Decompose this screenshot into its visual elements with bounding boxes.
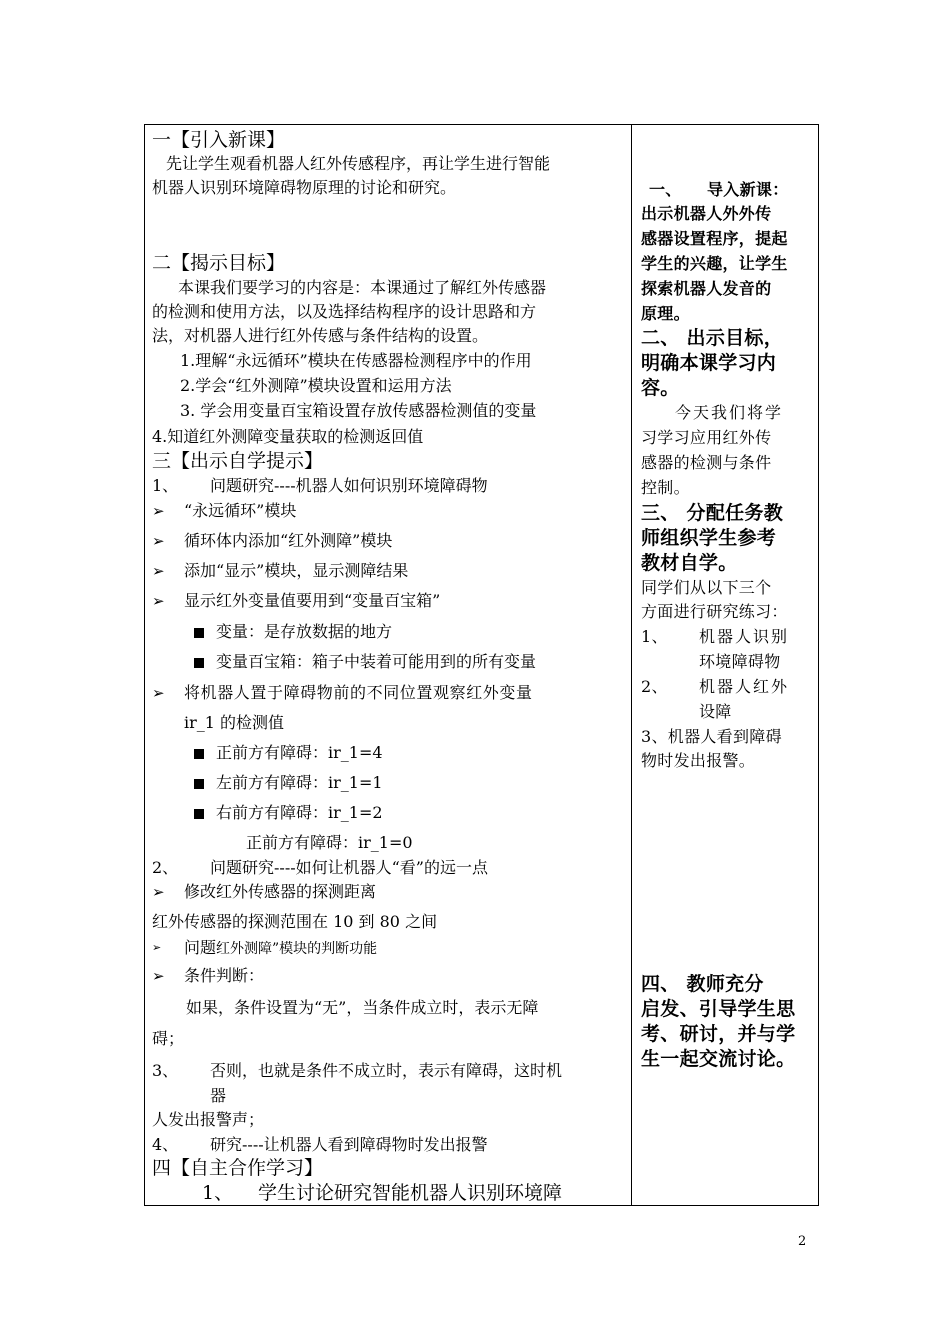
note-4-heading: 生一起交流讨论。 [641, 1048, 796, 1070]
square-bullet-text: 变量：是存放数据的地方 [216, 622, 393, 641]
teaching-content-column [152, 125, 628, 1205]
square-bullet-text: 右前方有障碍：ir_1=2 [216, 803, 383, 822]
arrow-bullet-icon: ➢ [152, 684, 165, 702]
note-3-line: 同学们从以下三个 [641, 578, 772, 597]
note-3-item-text: 机器人识别 [699, 627, 790, 646]
arrow-bullet-icon: ➢ [152, 562, 165, 580]
note-3-heading: 教材自学。 [641, 552, 738, 574]
note-4-heading: 四、 教师充分 [641, 973, 764, 995]
section-4-text: 学生讨论研究智能机器人识别环境障 [258, 1182, 563, 1204]
teacher-notes-column [641, 125, 813, 1205]
bullet-text: 显示红外变量值要用到“变量百宝箱” [184, 591, 441, 610]
square-bullet-item [194, 621, 392, 643]
note-1-number: 一、 [649, 180, 682, 199]
note-1-line: 探索机器人发音的 [641, 279, 772, 298]
bullet-text: 循环体内添加“红外测障”模块 [184, 531, 393, 550]
section-1-text-line: 先让学生观看机器人红外传感程序，再让学生进行智能 [166, 154, 551, 173]
note-3-item-text: 物时发出报警。 [641, 751, 756, 770]
section-2-text-line: 的检测和使用方法，以及选择结构程序的设计思路和方 [152, 302, 537, 321]
condition-text-line: 如果，条件设置为“无”，当条件成立时，表示无障 [186, 998, 539, 1017]
question-text: 研究----让机器人看到障碍物时发出报警 [210, 1135, 488, 1154]
range-text: 红外传感器的探测范围在 10 到 80 之间 [152, 912, 438, 931]
note-3-item-text: 机器人红外 [699, 677, 790, 696]
bullet-text: 条件判断： [184, 966, 265, 985]
question-number: 3、 [152, 1061, 179, 1080]
note-1-line: 感器设置程序，提起 [641, 229, 788, 248]
square-bullet-text: 正前方有障碍：ir_1=4 [216, 743, 383, 762]
goal-item: 4.知道红外测障变量获取的检测返回值 [152, 427, 424, 446]
note-3-line: 方面进行研究练习： [641, 602, 788, 621]
plain-value-line: 正前方有障碍：ir_1=0 [246, 833, 413, 852]
note-3-item-number: 1、 [641, 627, 668, 646]
note-1-line: 学生的兴趣，让学生 [641, 254, 788, 273]
arrow-bullet-icon: ➢ [152, 941, 162, 954]
square-bullet-icon [194, 779, 204, 789]
section-3-title: 三【出示自学提示】 [152, 450, 324, 472]
bullet-text: 添加“显示”模块，显示测障结果 [184, 561, 409, 580]
bullet-text: “永远循环”模块 [184, 501, 297, 520]
section-2-text-line: 法，对机器人进行红外传感与条件结构的设置。 [152, 326, 489, 345]
note-4-heading: 考、研讨，并与学 [641, 1023, 796, 1045]
section-4-number: 1、 [202, 1182, 234, 1204]
goal-item: 2.学会“红外测障”模块设置和运用方法 [180, 376, 452, 395]
square-bullet-item [194, 802, 383, 824]
square-bullet-icon [194, 809, 204, 819]
condition-text-line: 碍； [152, 1029, 185, 1048]
note-2-heading: 二、 出示目标， [641, 327, 784, 349]
question-text: 问题研究----机器人如何识别环境障碍物 [210, 476, 488, 495]
square-bullet-item [194, 772, 383, 794]
note-2-line: 今天我们将学 [675, 403, 784, 422]
bullet-text-continued: ir_1 的检测值 [184, 713, 285, 732]
note-3-item-text: 3、机器人看到障碍 [641, 727, 782, 746]
square-bullet-item [194, 742, 383, 764]
note-3-item-number: 2、 [641, 677, 668, 696]
question-text: 人发出报警声； [152, 1110, 265, 1129]
goal-item: 3. 学会用变量百宝箱设置存放传感器检测值的变量 [180, 401, 537, 420]
page-number: 2 [798, 1234, 807, 1249]
question-number: 2、 [152, 858, 179, 877]
note-2-line: 控制。 [641, 478, 690, 497]
question-number: 4、 [152, 1135, 179, 1154]
lesson-plan-table [144, 124, 819, 1206]
square-bullet-text: 左前方有障碍：ir_1=1 [216, 773, 383, 792]
section-2-text-line: 本课我们要学习的内容是：本课通过了解红外传感器 [178, 278, 547, 297]
note-3-item-text: 设障 [699, 702, 732, 721]
note-3-heading: 三、 分配任务教 [641, 502, 784, 524]
square-bullet-icon [194, 658, 204, 668]
note-1-line: 出示机器人外外传 [641, 204, 772, 223]
arrow-bullet-icon: ➢ [152, 967, 165, 985]
note-1-line: 原理。 [641, 304, 690, 323]
section-4-title: 四【自主合作学习】 [152, 1157, 324, 1179]
note-2-heading: 容。 [641, 377, 680, 399]
question-text: 问题研究----如何让机器人“看”的远一点 [210, 858, 488, 877]
bullet-text: 修改红外传感器的探测距离 [184, 882, 377, 901]
note-2-line: 习学习应用红外传 [641, 428, 772, 447]
section-1-text-line: 机器人识别环境障碍物原理的讨论和研究。 [152, 178, 457, 197]
square-bullet-icon [194, 628, 204, 638]
square-bullet-text: 变量百宝箱：箱子中装着可能用到的所有变量 [216, 652, 537, 671]
note-4-heading: 启发、引导学生思 [641, 998, 796, 1020]
section-1-title: 一【引入新课】 [152, 129, 286, 151]
square-bullet-icon [194, 749, 204, 759]
arrow-bullet-icon: ➢ [152, 883, 165, 901]
note-1-heading: 导入新课： [707, 180, 789, 199]
bullet-text: 问题红外测障”模块的判断功能 [184, 938, 378, 957]
note-3-heading: 师组织学生参考 [641, 527, 777, 549]
note-2-line: 感器的检测与条件 [641, 453, 772, 472]
note-2-heading: 明确本课学习内 [641, 352, 777, 374]
question-text: 器 [210, 1086, 227, 1105]
arrow-bullet-icon: ➢ [152, 592, 165, 610]
goal-item: 1.理解“永远循环”模块在传感器检测程序中的作用 [180, 351, 532, 370]
arrow-bullet-icon: ➢ [152, 532, 165, 550]
section-2-title: 二【揭示目标】 [152, 252, 286, 274]
question-text: 否则，也就是条件不成立时，表示有障碍，这时机 [210, 1061, 563, 1080]
arrow-bullet-icon: ➢ [152, 502, 165, 520]
bullet-text: 将机器人置于障碍物前的不同位置观察红外变量 [184, 683, 533, 702]
question-number: 1、 [152, 476, 179, 495]
column-divider [631, 125, 632, 1205]
note-3-item-text: 环境障碍物 [699, 652, 781, 671]
square-bullet-item [194, 651, 536, 673]
